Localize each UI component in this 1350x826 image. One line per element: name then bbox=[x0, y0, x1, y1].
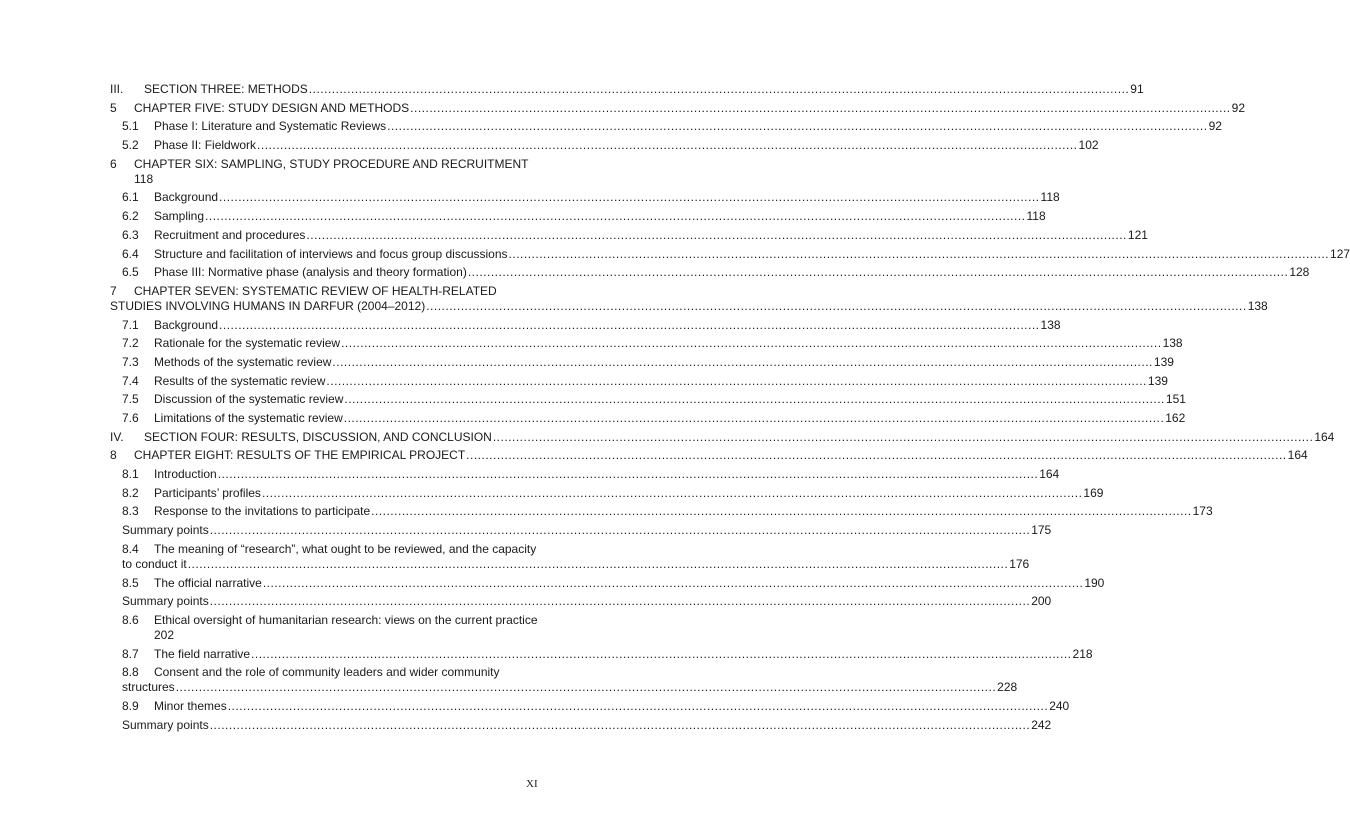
toc-title: Rationale for the systematic review bbox=[154, 336, 341, 351]
toc-page: 175 bbox=[1031, 523, 1052, 538]
page-number: XI bbox=[526, 778, 538, 790]
toc-leader bbox=[210, 718, 1030, 733]
toc-leader bbox=[219, 190, 1039, 205]
toc-page: 139 bbox=[1153, 354, 1174, 369]
toc-page: 218 bbox=[1072, 646, 1093, 661]
toc-title: Sampling bbox=[154, 209, 205, 224]
toc-page: 118 bbox=[1026, 209, 1046, 224]
toc-leader bbox=[410, 101, 1230, 116]
toc-title: Limitations of the systematic review bbox=[154, 411, 343, 425]
toc-leader bbox=[306, 228, 1126, 243]
toc-title: CHAPTER EIGHT: RESULTS OF THE EMPIRICAL PROJECT bbox=[134, 448, 466, 463]
toc-title: Summary points bbox=[122, 717, 209, 732]
toc-leader bbox=[309, 82, 1129, 97]
toc-number: 8.8 bbox=[122, 665, 139, 680]
toc-number: 7.6 bbox=[122, 411, 139, 425]
toc-number: 5.1 bbox=[122, 119, 139, 134]
toc-page: 118 bbox=[134, 171, 154, 186]
table-of-contents bbox=[110, 82, 1350, 736]
toc-entry-7-3[interactable] bbox=[110, 354, 1174, 370]
toc-leader bbox=[326, 374, 1146, 389]
toc-number: 7.1 bbox=[122, 317, 139, 332]
toc-title: Methods of the systematic review bbox=[154, 354, 332, 369]
toc-page: 164 bbox=[1287, 448, 1308, 463]
toc-page: 228 bbox=[997, 680, 1018, 695]
toc-page: 200 bbox=[1031, 594, 1052, 609]
toc-leader bbox=[205, 209, 1025, 224]
toc-page: 139 bbox=[1147, 373, 1168, 388]
toc-entry-6-1[interactable] bbox=[110, 190, 1060, 205]
toc-entry-5-2[interactable] bbox=[110, 138, 1099, 153]
toc-title: Participants’ profiles bbox=[154, 485, 261, 500]
toc-entry-5-1[interactable] bbox=[110, 119, 1222, 134]
toc-number: 6.5 bbox=[122, 265, 139, 280]
toc-title: Summary points bbox=[122, 523, 209, 538]
toc-entry-8-4[interactable] bbox=[110, 541, 1030, 572]
toc-entry-8-5[interactable] bbox=[110, 575, 1105, 591]
toc-number: 8.7 bbox=[122, 646, 139, 661]
toc-leader bbox=[218, 467, 1038, 482]
toc-page: 91 bbox=[1130, 82, 1144, 96]
toc-number: 8.5 bbox=[122, 575, 139, 590]
toc-title: CHAPTER SEVEN: SYSTEMATIC REVIEW OF HEALTH-RELATED bbox=[134, 283, 497, 298]
toc-leader bbox=[210, 594, 1030, 609]
toc-leader bbox=[332, 355, 1152, 370]
toc-title: Phase II: Fieldwork bbox=[154, 138, 257, 153]
toc-number: 8.3 bbox=[122, 504, 139, 519]
toc-leader bbox=[262, 486, 1082, 501]
toc-leader bbox=[210, 523, 1030, 538]
toc-title: The meaning of “research”, what ought to be reviewed, and the capacity bbox=[154, 541, 537, 556]
toc-number: 7.5 bbox=[122, 392, 139, 407]
toc-leader bbox=[344, 411, 1164, 426]
toc-title: Results of the systematic review bbox=[154, 373, 326, 388]
toc-title: Background bbox=[154, 317, 219, 332]
toc-entry-8-2[interactable] bbox=[110, 485, 1104, 501]
toc-entry-8-7[interactable] bbox=[110, 646, 1093, 662]
toc-title-continued: structures bbox=[122, 680, 175, 695]
toc-number: 6 bbox=[110, 156, 117, 171]
toc-leader bbox=[228, 699, 1048, 714]
toc-leader bbox=[188, 557, 1008, 572]
toc-number: 6.2 bbox=[122, 209, 139, 224]
toc-leader bbox=[176, 680, 996, 695]
toc-page: 138 bbox=[1040, 317, 1061, 332]
toc-number: 8.1 bbox=[122, 467, 139, 482]
toc-number: 5.2 bbox=[122, 138, 139, 153]
toc-entry-7-1[interactable] bbox=[110, 317, 1061, 333]
toc-entry-7-2[interactable] bbox=[110, 336, 1183, 351]
toc-leader bbox=[493, 430, 1313, 445]
toc-leader bbox=[509, 247, 1329, 262]
toc-number: 6.4 bbox=[122, 246, 139, 261]
toc-page: 128 bbox=[1289, 265, 1310, 280]
toc-title: Discussion of the systematic review bbox=[154, 392, 344, 407]
toc-page: 102 bbox=[1078, 138, 1099, 153]
toc-number: 8.4 bbox=[122, 541, 139, 556]
toc-title: Introduction bbox=[154, 467, 217, 482]
toc-entry-section-three[interactable] bbox=[110, 82, 1144, 97]
toc-title: Ethical oversight of humanitarian research: views on the current practice bbox=[154, 612, 538, 627]
toc-page: 121 bbox=[1127, 227, 1148, 242]
toc-title-continued: STUDIES INVOLVING HUMANS IN DARFUR (2004–2012) bbox=[110, 298, 426, 313]
toc-page: 164 bbox=[1039, 467, 1060, 482]
toc-title: Consent and the role of community leaders and wider community bbox=[154, 665, 500, 680]
toc-title: The field narrative bbox=[154, 646, 251, 661]
toc-number: 7.2 bbox=[122, 336, 139, 351]
toc-title: CHAPTER FIVE: STUDY DESIGN AND METHODS bbox=[134, 100, 410, 115]
toc-number: 8 bbox=[110, 448, 117, 463]
toc-entry-chapter-seven[interactable] bbox=[110, 283, 1268, 314]
toc-entry-8-1[interactable] bbox=[110, 467, 1060, 482]
toc-title: Phase I: Literature and Systematic Reviews bbox=[154, 119, 387, 134]
toc-leader bbox=[468, 265, 1288, 280]
toc-number: 7.3 bbox=[122, 354, 139, 369]
toc-leader bbox=[344, 392, 1164, 407]
toc-number: 7.4 bbox=[122, 373, 139, 388]
toc-number: 8.6 bbox=[122, 612, 139, 627]
toc-page: 169 bbox=[1083, 485, 1104, 500]
toc-page: 162 bbox=[1165, 411, 1186, 425]
toc-entry-chapter-five[interactable] bbox=[110, 100, 1245, 116]
toc-entry-summary-points-2[interactable] bbox=[110, 594, 1052, 609]
toc-entry-8-9[interactable] bbox=[110, 698, 1070, 714]
toc-page: 138 bbox=[1247, 298, 1268, 313]
toc-title: Response to the invitations to participate bbox=[154, 504, 371, 519]
toc-leader bbox=[341, 336, 1161, 351]
toc-entry-section-four[interactable] bbox=[110, 429, 1335, 445]
toc-entry-7-5[interactable] bbox=[110, 392, 1186, 407]
toc-entry-chapter-eight[interactable] bbox=[110, 448, 1308, 463]
toc-title: Minor themes bbox=[154, 698, 227, 713]
toc-number: 8.9 bbox=[122, 698, 139, 713]
toc-number: 6.3 bbox=[122, 227, 139, 242]
toc-entry-6-3[interactable] bbox=[110, 227, 1148, 243]
toc-entry-8-6[interactable] bbox=[110, 613, 542, 643]
toc-page: 127 bbox=[1330, 246, 1350, 261]
toc-page: 240 bbox=[1049, 698, 1070, 713]
toc-leader bbox=[257, 138, 1077, 153]
toc-number: III. bbox=[110, 82, 124, 96]
toc-number: 7 bbox=[110, 283, 117, 298]
toc-leader bbox=[371, 504, 1191, 519]
toc-page: 92 bbox=[1231, 100, 1245, 115]
toc-leader bbox=[251, 647, 1071, 662]
toc-entry-8-3[interactable] bbox=[110, 504, 1213, 519]
toc-title: Phase III: Normative phase (analysis and theory formation) bbox=[154, 265, 467, 280]
toc-entry-6-4[interactable] bbox=[110, 246, 1350, 262]
toc-title: Structure and facilitation of interviews and focus group discussions bbox=[154, 246, 508, 261]
toc-leader bbox=[263, 576, 1083, 591]
toc-leader bbox=[466, 448, 1286, 463]
toc-page: 164 bbox=[1314, 429, 1335, 444]
toc-leader bbox=[219, 318, 1039, 333]
toc-page: 173 bbox=[1192, 504, 1213, 519]
toc-title: Summary points bbox=[122, 594, 209, 609]
toc-page: 242 bbox=[1031, 717, 1052, 732]
toc-page: 190 bbox=[1084, 575, 1105, 590]
toc-entry-7-4[interactable] bbox=[110, 373, 1168, 389]
toc-page: 118 bbox=[1040, 190, 1060, 205]
toc-title: Recruitment and procedures bbox=[154, 227, 306, 242]
toc-title: The official narrative bbox=[154, 575, 262, 590]
toc-page: 138 bbox=[1162, 336, 1183, 351]
toc-page: 202 bbox=[154, 627, 175, 642]
toc-title: SECTION FOUR: RESULTS, DISCUSSION, AND CONCLUSION bbox=[144, 429, 492, 444]
toc-title: SECTION THREE: METHODS bbox=[144, 82, 308, 96]
toc-number: IV. bbox=[110, 429, 124, 444]
toc-leader bbox=[426, 299, 1246, 314]
toc-entry-6-5[interactable] bbox=[110, 265, 1310, 280]
toc-entry-7-6[interactable] bbox=[110, 411, 1186, 426]
toc-number: 5 bbox=[110, 100, 117, 115]
toc-number: 8.2 bbox=[122, 485, 139, 500]
toc-title: CHAPTER SIX: SAMPLING, STUDY PROCEDURE AND RECRUITMENT bbox=[134, 156, 529, 171]
toc-entry-8-8[interactable] bbox=[110, 665, 1018, 695]
toc-title: Background bbox=[154, 190, 219, 205]
toc-title-continued: to conduct it bbox=[122, 556, 187, 571]
toc-entry-summary-points-1[interactable] bbox=[110, 523, 1052, 538]
toc-leader bbox=[387, 119, 1207, 134]
toc-entry-summary-points-3[interactable] bbox=[110, 717, 1052, 733]
toc-entry-chapter-six[interactable] bbox=[110, 157, 542, 187]
toc-entry-6-2[interactable] bbox=[110, 209, 1046, 224]
toc-page: 176 bbox=[1009, 556, 1030, 571]
toc-number: 6.1 bbox=[122, 190, 139, 205]
toc-page: 92 bbox=[1208, 119, 1222, 134]
toc-page: 151 bbox=[1165, 392, 1186, 407]
